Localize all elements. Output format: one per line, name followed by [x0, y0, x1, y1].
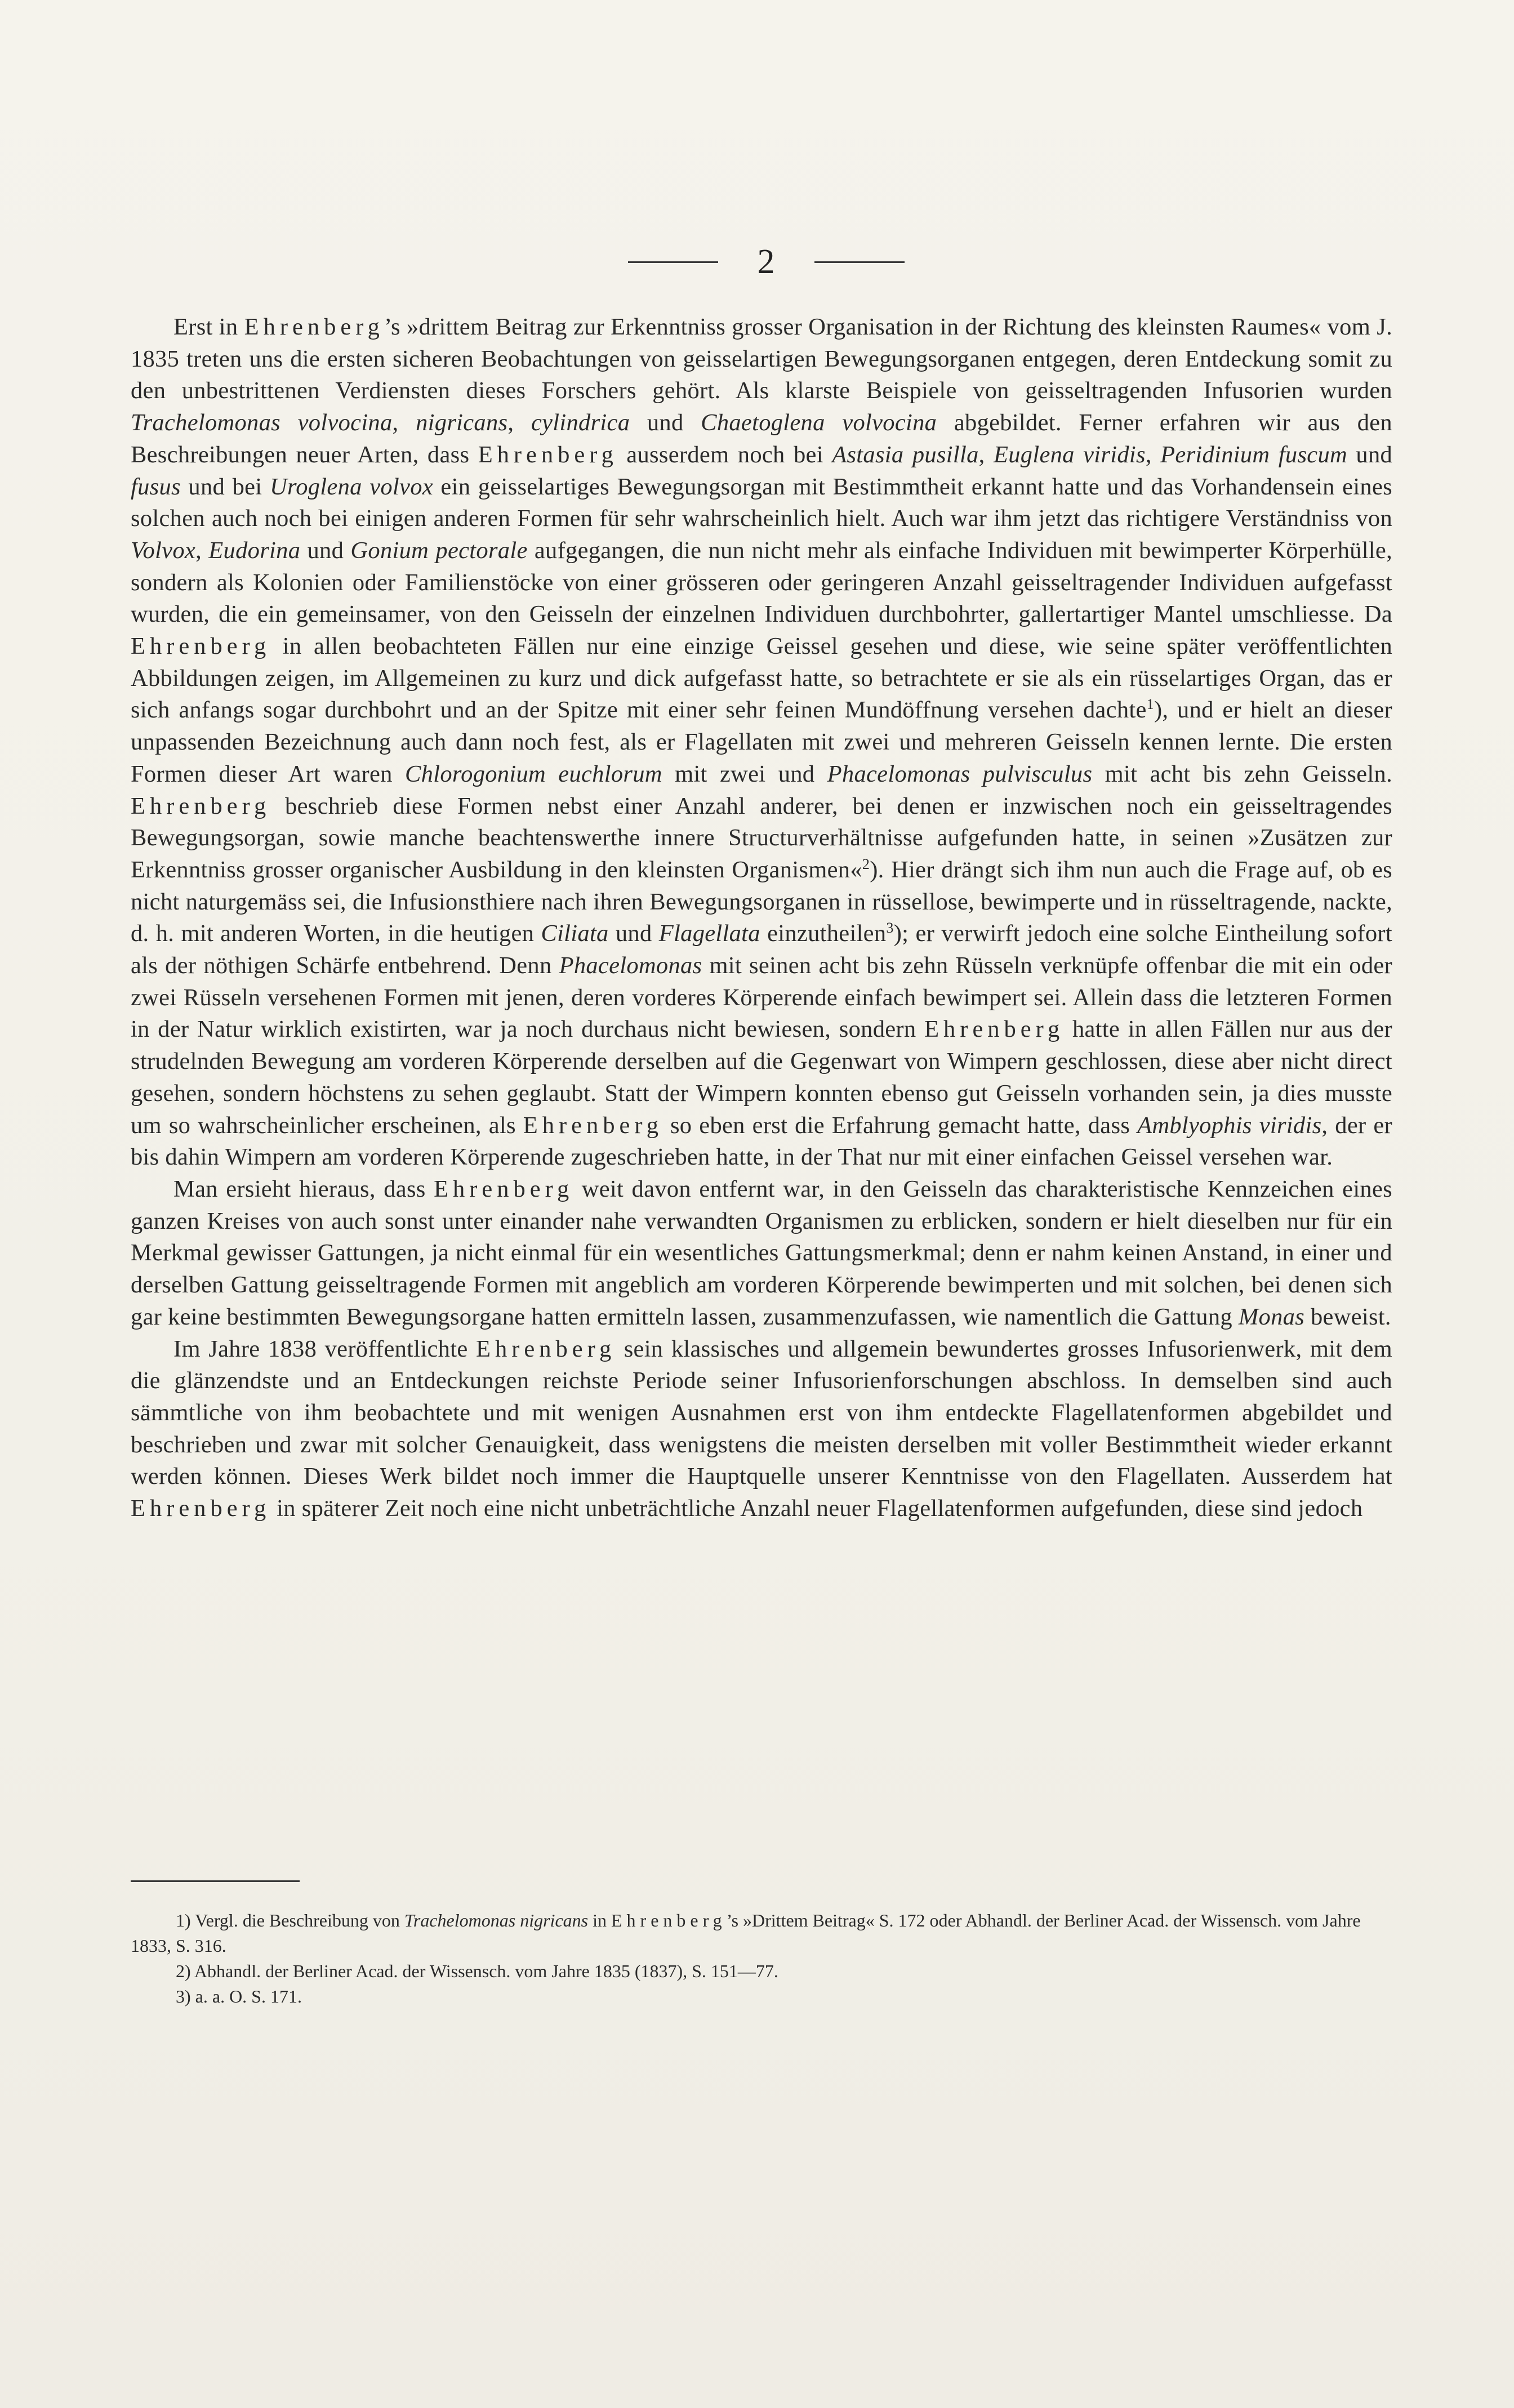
italic-term: cylindrica	[531, 409, 630, 436]
text-run: hatte in allen Fällen nur aus der strudelnden Bewegung am vorderen Körperende derselben auf die Gegenwart von Wimpern geschlossen, diese aber nicht direct gesehen, sondern höchstens zu sehen geglaubt. Statt der Wimpern konnten ebenso gut Geisseln vorhanden sein, ja dies musste um so wahrscheinlicher erscheinen, als	[131, 1016, 1392, 1139]
text-run: mit seinen acht bis zehn Rüsseln verknüpfe offenbar die mit ein oder zwei Rüsseln versehenen Formen mit jenen, deren vorderes Körperende einfach bewimpert sei. Allein dass die letzteren Formen in der Natur wirklich existirten, war ja noch durchaus nicht bewiesen, sondern	[131, 952, 1392, 1043]
italic-term: Trachelomonas volvocina	[131, 409, 393, 436]
text-run: ). Hier drängt sich ihm nun auch die Frage auf, ob es nicht naturgemäss sei, die Infusionsthiere nach ihren Bewegungsorganen in rüssellose, bewimperte und in rüsseltragende, nackte, d. h. mit anderen Worten, in die heutigen	[131, 856, 1392, 947]
text-run: ,	[978, 441, 994, 468]
italic-term: Astasia pusilla	[832, 441, 979, 468]
text-run: mit zwei und	[662, 760, 827, 787]
italic-term: Peridinium fuscum	[1160, 441, 1347, 468]
text-run: so eben erst die Erfahrung gemacht hatte, dass	[663, 1112, 1138, 1139]
footnote-ref: 1	[1146, 696, 1154, 713]
italic-term: Chaetoglena volvocina	[701, 409, 937, 436]
italic-term: Gonium pectorale	[350, 537, 528, 564]
italic-term: nigricans	[416, 409, 508, 436]
italic-term: Flagellata	[658, 920, 760, 947]
italic-term: Eudorina	[208, 537, 301, 564]
text-run: in späterer Zeit noch eine nicht unbeträchtliche Anzahl neuer Flagellatenformen aufgefunden, diese sind jedoch	[270, 1495, 1363, 1522]
spaced-name: Ehrenberg	[434, 1175, 574, 1202]
text-run: ’s »Drittem Beitrag« S. 172 oder Abhandl. der Berliner Acad. der Wissensch. vom Jahre 1833, S. 316.	[131, 1910, 1361, 1956]
text-run: beweist.	[1304, 1303, 1391, 1330]
text-run: beschrieb diese Formen nebst einer Anzahl anderer, bei denen er inzwischen noch ein geisseltragendes Bewegungsorgan, sowie manche beachtenswerthe innere Structurverhältnisse aufgefunden hatte, in seinen »Zusätzen zur Erkenntniss grosser organischer Ausbildung in den kleinsten Organismen«	[131, 792, 1392, 883]
text-run: ’s »drittem Beitrag zur Erkenntniss grosser Organisation in der Richtung des kleinsten Raumes« vom J. 1835 treten uns die ersten sicheren Beobachtungen von geisselartigen Bewegungsorganen entgegen, deren Entdeckung somit zu den unbestrittenen Verdiensten dieses Forschers gehört. Als klarste Beispiele von geisseltragenden Infusorien wurden	[131, 314, 1392, 404]
italic-term: Chlorogonium euchlorum	[405, 760, 662, 787]
italic-term: Uroglena volvox	[269, 473, 433, 500]
page-number: 2	[757, 242, 775, 281]
italic-term: Phacelomonas pulvisculus	[827, 760, 1093, 787]
page-header	[620, 242, 912, 282]
italic-term: Ciliata	[541, 920, 609, 947]
paragraph	[131, 1334, 1392, 1525]
text-run: 1) Vergl. die Beschreibung von	[176, 1910, 404, 1930]
paragraph	[131, 1174, 1392, 1334]
italic-term: Amblyophis viridis	[1137, 1112, 1322, 1139]
text-run: ein geisselartiges Bewegungsorgan mit Bestimmtheit erkannt hatte und das Vorhandensein eines solchen auch noch bei einigen anderen Formen für sehr wahrscheinlich hielt. Auch war ihm jetzt das richtigere Verständniss von	[131, 473, 1392, 532]
text-run: einzutheilen	[760, 920, 887, 947]
spaced-name: Ehrenberg	[478, 441, 618, 468]
header-rule-left	[628, 261, 718, 263]
text-run: aufgegangen, die nun nicht mehr als einfache Individuen mit bewimperter Körperhülle, sondern als Kolonien oder Familienstöcke von einer grösseren oder geringeren Anzahl geisseltragender Individuen aufgefasst wurden, die ein gemeinsamer, von den Geisseln der einzelnen Individuen durchbohrter, gallertartiger Mantel umschliesse. Da	[131, 537, 1392, 628]
footnote-ref: 2	[862, 855, 870, 872]
text-run: ,	[1145, 441, 1161, 468]
italic-term: Monas	[1238, 1303, 1305, 1330]
text-run: und	[1347, 441, 1393, 468]
text-run: in	[588, 1910, 611, 1930]
paragraph	[131, 311, 1392, 1174]
text-run: Im Jahre 1838 veröffentlichte	[173, 1335, 476, 1362]
text-run: und bei	[180, 473, 270, 500]
text-run: ,	[507, 409, 531, 436]
italic-term: Euglena viridis	[994, 441, 1146, 468]
spaced-name: Ehrenberg	[924, 1016, 1065, 1043]
text-run: ,	[195, 537, 209, 564]
footnotes	[131, 1908, 1392, 2009]
text-run: 3) a. a. O. S. 171.	[176, 1986, 302, 2006]
header-rule-right	[814, 261, 905, 263]
text-run: abgebildet. Ferner erfahren wir aus den Beschreibungen neuer Arten, dass	[131, 409, 1392, 468]
italic-term: fusus	[131, 473, 181, 500]
text-run: und	[630, 409, 701, 436]
spaced-name: Ehrenberg	[475, 1335, 616, 1362]
spaced-name: Ehrenberg	[611, 1910, 727, 1930]
footnote-ref: 3	[886, 920, 894, 937]
spaced-name: Ehrenberg	[244, 314, 384, 340]
text-run: , der er bis dahin Wimpern am vorderen Körperende zugeschrieben hatte, in der That nur mit einer einfachen Geissel versehen war.	[131, 1112, 1392, 1171]
spaced-name: Ehrenberg	[131, 633, 271, 660]
italic-term: Trachelomonas nigricans	[404, 1910, 589, 1930]
text-run: in allen beobachteten Fällen nur eine einzige Geissel gesehen und diese, wie seine später veröffentlichten Abbildungen zeigen, im Allgemeinen zu kurz und dick aufgefasst hatte, so betrachtete er sie als ein rüsselartiges Organ, das er sich anfangs sogar durchbohrt und an der Spitze mit einer sehr feinen Mundöffnung versehen dachte	[131, 633, 1392, 724]
text-run: und	[300, 537, 351, 564]
text-run: Man ersieht hieraus, dass	[173, 1175, 434, 1202]
text-run: weit davon entfernt war, in den Geisseln das charakteristische Kennzeichen eines ganzen Kreises von auch sonst unter einander nahe verwandten Organismen zu erblicken, sondern er hielt dieselben nur für ein Merkmal gewisser Gattungen, ja nicht einmal für ein wesentliches Gattungsmerkmal; denn er nahm keinen Anstand, in einer und derselben Gattung geisseltragende Formen mit angeblich am vorderen Körperende bewimperten und mit solchen, bei denen sich gar keine bestimmten Bewegungsorgane hatten ermitteln lassen, zusammenzufassen, wie namentlich die Gattung	[131, 1175, 1392, 1330]
italic-term: Volvox	[131, 537, 196, 564]
text-run: 2) Abhandl. der Berliner Acad. der Wissensch. vom Jahre 1835 (1837), S. 151—77.	[176, 1961, 778, 1981]
text-run: und	[608, 920, 659, 947]
main-text	[131, 311, 1392, 1525]
text-run: sein klassisches und allgemein bewundertes grosses Infusorienwerk, mit dem die glänzendste und an Entdeckungen reichste Periode seiner Infusorienforschungen abschloss. In demselben sind auch sämmtliche von ihm beobachtete und mit wenigen Ausnahmen erst von ihm entdeckte Flagellatenformen abgebildet und beschrieben und zwar mit solcher Genauigkeit, dass wenigstens die meisten derselben mit voller Bestimmtheit wieder erkannt werden können. Dieses Werk bildet noch immer die Hauptquelle unserer Kenntnisse von den Flagellaten. Ausserdem hat	[131, 1335, 1392, 1490]
text-run: ); er verwirft jedoch eine solche Eintheilung sofort als der nöthigen Schärfe entbehrend. Denn	[131, 920, 1392, 979]
text-run: mit acht bis zehn Geisseln.	[1092, 760, 1393, 787]
footnote	[131, 1908, 1392, 1959]
text-run: Erst in	[173, 314, 244, 340]
footnote	[131, 1984, 1392, 2009]
text-run: ,	[392, 409, 416, 436]
spaced-name: Ehrenberg	[523, 1112, 664, 1139]
footnote	[131, 1959, 1392, 1984]
italic-term: Phacelomonas	[559, 952, 702, 979]
text-run: ausserdem noch bei	[617, 441, 832, 468]
text-run: ), und er hielt an dieser unpassenden Bezeichnung auch dann noch fest, als er Flagellaten mit zwei und mehreren Geisseln kennen lernte. Die ersten Formen dieser Art waren	[131, 697, 1393, 787]
spaced-name: Ehrenberg	[131, 1495, 271, 1522]
spaced-name: Ehrenberg	[131, 792, 271, 819]
footnote-separator	[131, 1880, 300, 1882]
